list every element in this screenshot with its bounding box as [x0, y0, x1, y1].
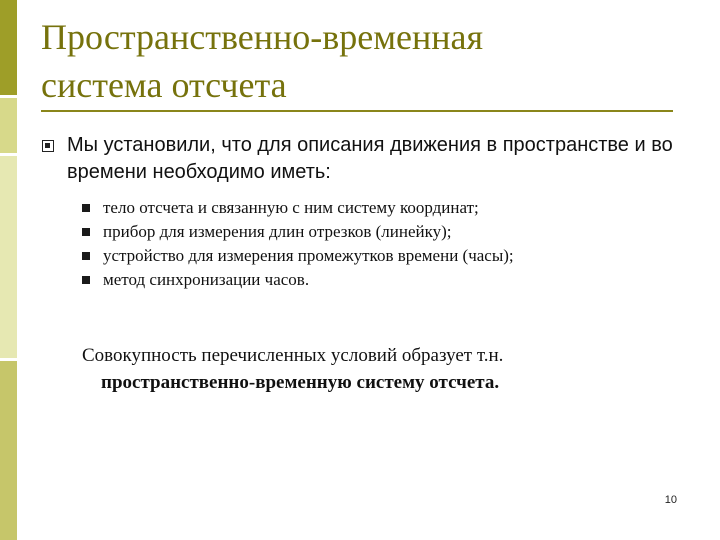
- list-item-text: устройство для измерения промежутков времени (часы);: [103, 246, 514, 265]
- list-item-text: прибор для измерения длин отрезков (линейку);: [103, 222, 452, 241]
- summary-intro: Совокупность перечисленных условий образует т.н.: [82, 345, 504, 366]
- square-bullet-icon: [42, 140, 54, 152]
- bar-segment: [0, 154, 17, 359]
- title-line: Пространственно-временная: [41, 17, 484, 57]
- page-number: 10: [664, 494, 677, 506]
- bullet-icon: [82, 276, 90, 284]
- list-item: [80, 220, 680, 244]
- side-decoration-bar: [0, 0, 17, 540]
- bullet-icon: [82, 204, 90, 212]
- main-point-text: Мы установили, что для описания движения в пространстве и во времени необходимо иметь:: [67, 134, 673, 183]
- bar-segment: [0, 0, 17, 96]
- list-item: [80, 196, 680, 220]
- bullet-icon: [82, 252, 90, 260]
- title-underline: [41, 110, 673, 112]
- bar-segment: [0, 96, 17, 154]
- list-item-text: тело отсчета и связанную с ним систему координат;: [103, 198, 479, 217]
- bullet-icon: [82, 228, 90, 236]
- list-item: [80, 268, 680, 292]
- bar-segment: [0, 359, 17, 540]
- summary-term: пространственно-временную систему отсчета.: [101, 372, 500, 393]
- list-item: [80, 244, 680, 268]
- title-line: система отсчета: [41, 65, 287, 105]
- bar-separator: [0, 358, 17, 361]
- bar-separator: [0, 95, 17, 98]
- list-item-text: метод синхронизации часов.: [103, 270, 310, 289]
- bar-separator: [0, 153, 17, 156]
- slide-title: [41, 13, 681, 109]
- requirements-list: [80, 196, 680, 292]
- summary-paragraph: [82, 342, 692, 396]
